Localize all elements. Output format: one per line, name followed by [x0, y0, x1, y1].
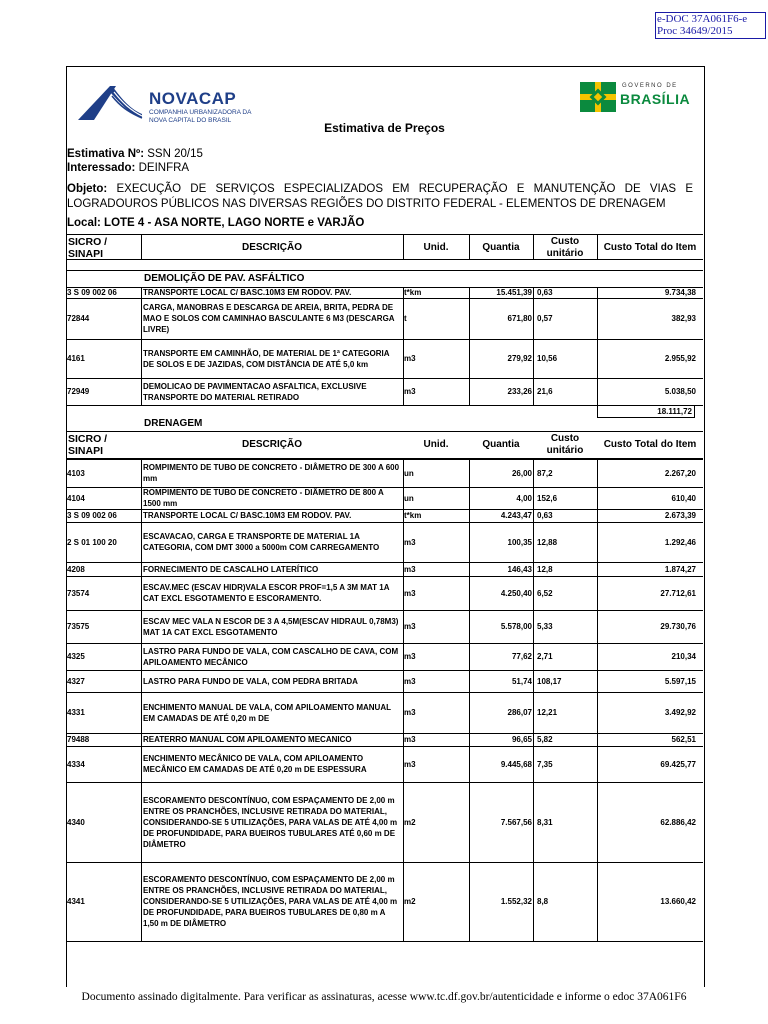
row-rule: [66, 287, 703, 288]
row-rule: [66, 782, 703, 783]
column-rule: [141, 298, 142, 339]
cell-desc: ROMPIMENTO DE TUBO DE CONCRETO - DIÂMETRO DE 300 A 600 mm: [143, 463, 400, 483]
local-line: Local: LOTE 4 - ASA NORTE, LAGO NORTE e VARJÃO: [67, 217, 365, 229]
cell-total: 27.712,61: [660, 588, 696, 598]
column-rule: [597, 459, 598, 487]
column-rule: [533, 692, 534, 733]
objeto-paragraph: [67, 182, 693, 212]
table-row: [66, 733, 703, 746]
column-rule: [597, 746, 598, 782]
column-rule: [597, 862, 598, 941]
column-rule: [469, 562, 470, 576]
column-rule: [469, 643, 470, 670]
cell-desc: ROMPIMENTO DE TUBO DE CONCRETO - DIÂMETRO DE 800 A 1500 mm: [143, 488, 384, 508]
cell-desc: TRANSPORTE LOCAL C/ BASC.10M3 EM RODOV. PAV.: [143, 288, 352, 297]
table-row: [66, 287, 703, 298]
header-total: Custo Total do Item: [603, 439, 697, 450]
column-rule: [403, 670, 404, 692]
column-rule: [533, 862, 534, 941]
column-rule: [403, 339, 404, 378]
column-rule: [469, 692, 470, 733]
column-rule: [597, 287, 598, 298]
column-rule: [533, 562, 534, 576]
column-rule: [141, 643, 142, 670]
cell-qty: 671,80: [507, 314, 532, 323]
column-rule: [141, 459, 142, 487]
interessado-label: Interessado:: [67, 162, 136, 174]
cell-cost: 2,71: [537, 652, 553, 661]
cell-total: 62.886,42: [660, 817, 696, 827]
cell-total: 1.292,46: [664, 537, 696, 547]
row-rule: [66, 941, 703, 942]
cell-desc: FORNECIMENTO DE CASCALHO LATERÍTICO: [143, 564, 319, 574]
row-rule: [66, 746, 703, 747]
cell-unit: t*km: [404, 511, 422, 520]
page-title: Estimativa de Preços: [324, 121, 445, 135]
column-rule: [403, 733, 404, 746]
cell-code: 4334: [67, 759, 85, 769]
row-rule: [66, 562, 703, 563]
column-rule: [533, 522, 534, 562]
cell-desc: DEMOLICAO DE PAVIMENTACAO ASFALTICA, EXCLUSIVE TRANSPORTE DO MATERIAL RETIRADO: [143, 381, 367, 402]
column-rule: [597, 562, 598, 576]
vrule-h1-c: [469, 234, 470, 259]
cell-cost: 10,56: [537, 354, 558, 363]
column-rule: [597, 522, 598, 562]
column-rule: [469, 733, 470, 746]
cell-desc: ESCAVACAO, CARGA E TRANSPORTE DE MATERIAL 1A CATEGORIA, COM DMT 3000 a 5000m COM CARREGAMENTO: [143, 532, 380, 552]
column-rule: [403, 378, 404, 405]
column-rule: [141, 733, 142, 746]
cell-code: 72844: [67, 314, 90, 323]
table-row: [66, 670, 703, 692]
cell-total: 2.673,39: [664, 511, 696, 520]
cell-unit: m3: [404, 735, 416, 744]
cell-qty: 96,65: [511, 735, 532, 744]
column-rule: [597, 692, 598, 733]
table-row: [66, 298, 703, 339]
cell-cost: 6,52: [537, 588, 553, 598]
cell-total: 562,51: [671, 735, 696, 744]
column-rule: [403, 562, 404, 576]
cell-code: 73574: [67, 588, 90, 598]
header-qty: Quantia: [482, 439, 520, 450]
cell-cost: 87,2: [537, 468, 553, 478]
cell-code: 4103: [67, 468, 85, 478]
column-rule: [533, 576, 534, 610]
cell-total: 382,93: [671, 314, 696, 323]
row-rule: [66, 509, 703, 510]
column-rule: [469, 522, 470, 562]
column-rule: [141, 576, 142, 610]
row-rule: [66, 610, 703, 611]
column-rule: [533, 782, 534, 862]
cell-total: 5.038,50: [664, 387, 696, 396]
cell-total: 3.492,92: [664, 708, 696, 717]
column-rule: [597, 670, 598, 692]
cell-total: 5.597,15: [664, 676, 696, 686]
cell-qty: 100,35: [507, 537, 532, 547]
cell-qty: 4.250,40: [500, 588, 532, 598]
column-rule: [533, 378, 534, 405]
cell-total: 9.734,38: [664, 288, 696, 297]
column-rule: [141, 522, 142, 562]
header-code: SICRO / SINAPI: [68, 432, 108, 457]
column-rule: [141, 782, 142, 862]
brand-subtitle: COMPANHIA URBANIZADORA DA NOVA CAPITAL DO BRASIL: [149, 109, 252, 124]
cell-desc: CARGA, MANOBRAS E DESCARGA DE AREIA, BRITA, PEDRA DE MAO E SOLOS COM CAMINHAO BASCULANTE 6 M3 (DESCARGA LIVRE): [143, 303, 395, 334]
cell-total: 1.874,27: [664, 564, 696, 574]
column-rule: [141, 862, 142, 941]
cell-desc: TRANSPORTE LOCAL C/ BASC.10M3 EM RODOV. PAV.: [143, 511, 352, 520]
column-rule: [403, 576, 404, 610]
column-rule: [141, 692, 142, 733]
vrule-h1-d: [533, 234, 534, 259]
cell-cost: 0,57: [537, 314, 553, 323]
cell-qty: 4,00: [516, 493, 532, 503]
row-rule: [66, 298, 703, 299]
estimativa-line: [67, 148, 203, 160]
column-rule: [597, 733, 598, 746]
estimativa-value: SSN 20/15: [147, 148, 203, 160]
column-rule: [469, 746, 470, 782]
table-row: [66, 339, 703, 378]
column-rule: [141, 562, 142, 576]
cell-unit: m2: [404, 817, 416, 827]
cell-qty: 77,62: [511, 652, 532, 661]
cell-qty: 7.567,56: [500, 817, 532, 827]
column-rule: [597, 576, 598, 610]
cell-unit: m3: [404, 354, 416, 363]
cell-cost: 5,82: [537, 735, 553, 744]
row-rule: [66, 733, 703, 734]
cell-qty: 4.243,47: [500, 511, 532, 520]
cell-cost: 0,63: [537, 511, 553, 520]
column-rule: [533, 509, 534, 522]
cell-desc: ESCAV MEC VALA N ESCOR DE 3 A 4,5M(ESCAV HIDRAUL 0,78M3) MAT 1A CAT EXCL ESGOTAMENTO: [143, 616, 399, 637]
cell-code: 79488: [67, 735, 90, 744]
cell-code: 4331: [67, 708, 85, 717]
cell-desc: ESCAV.MEC (ESCAV HIDR)VALA ESCOR PROF=1,5 A 3M MAT 1A CAT EXCL ESGOTAMENTO E ESCORAMENTO.: [143, 583, 390, 603]
column-rule: [597, 298, 598, 339]
cell-qty: 1.552,32: [500, 897, 532, 906]
column-rule: [533, 459, 534, 487]
column-rule: [597, 509, 598, 522]
column-rule: [533, 287, 534, 298]
cell-unit: un: [404, 493, 414, 503]
column-rule: [469, 487, 470, 509]
row-rule: [66, 643, 703, 644]
cell-qty: 279,92: [507, 354, 532, 363]
row-rule: [66, 339, 703, 340]
column-rule: [141, 670, 142, 692]
header-cost: Custo unitário: [546, 432, 584, 456]
cell-code: 2 S 01 100 20: [67, 537, 117, 547]
column-rule: [533, 670, 534, 692]
gov-label: GOVERNO DE: [622, 83, 678, 89]
column-rule: [403, 692, 404, 733]
brand-name: NOVACAP: [149, 89, 237, 108]
table-row: [66, 487, 703, 509]
column-rule: [469, 459, 470, 487]
table-row: [66, 509, 703, 522]
vrule-h1-e: [597, 234, 598, 259]
column-rule: [403, 643, 404, 670]
vrule-h1-b: [403, 234, 404, 259]
column-rule: [141, 339, 142, 378]
cell-unit: m3: [404, 588, 416, 598]
header-unit: Unid.: [423, 242, 449, 253]
cell-unit: m3: [404, 708, 416, 717]
column-rule: [403, 487, 404, 509]
table-row: [66, 522, 703, 562]
section1-subtotal: 18.111,72: [597, 405, 695, 418]
cell-total: 13.660,42: [660, 897, 696, 906]
header-qty: Quantia: [482, 242, 520, 253]
table-row: [66, 378, 703, 405]
cell-unit: m3: [404, 759, 416, 769]
table-row: [66, 692, 703, 733]
cell-unit: m3: [404, 564, 416, 574]
cell-cost: 21,6: [537, 387, 553, 396]
cell-unit: m3: [404, 537, 416, 547]
column-rule: [597, 378, 598, 405]
cell-total: 610,40: [671, 493, 696, 503]
novacap-logo-icon: [76, 82, 144, 122]
header-desc: DESCRIÇÃO: [241, 439, 302, 450]
table-row: [66, 562, 703, 576]
cell-code: 4208: [67, 564, 85, 574]
cell-cost: 12,21: [537, 708, 558, 717]
column-rule: [403, 610, 404, 643]
cell-cost: 108,17: [537, 676, 562, 686]
header-cost: Custo unitário: [546, 235, 584, 259]
column-rule: [403, 522, 404, 562]
cell-cost: 152,6: [537, 493, 558, 503]
column-rule: [141, 487, 142, 509]
column-rule: [141, 610, 142, 643]
cell-desc: LASTRO PARA FUNDO DE VALA, COM CASCALHO DE CAVA, COM APILOAMENTO MECÂNICO: [143, 646, 399, 667]
cell-qty: 9.445,68: [500, 759, 532, 769]
column-rule: [533, 298, 534, 339]
cell-cost: 8,31: [537, 817, 553, 827]
column-rule: [403, 862, 404, 941]
header-unit: Unid.: [423, 439, 449, 450]
column-rule: [597, 339, 598, 378]
column-rule: [597, 487, 598, 509]
cell-total: 69.425,77: [660, 759, 696, 769]
column-rule: [403, 298, 404, 339]
cell-unit: m2: [404, 897, 416, 906]
cell-code: 72949: [67, 387, 90, 396]
row-rule: [66, 459, 703, 460]
column-rule: [469, 610, 470, 643]
cell-code: 4340: [67, 817, 85, 827]
cell-code: 4325: [67, 652, 85, 661]
column-rule: [141, 746, 142, 782]
cell-code: 4341: [67, 897, 85, 906]
column-rule: [469, 862, 470, 941]
rule-section1-top: [66, 270, 703, 271]
column-rule: [533, 746, 534, 782]
row-rule: [66, 692, 703, 693]
column-rule: [403, 459, 404, 487]
vrule-h1-a: [141, 234, 142, 259]
cell-desc: ESCORAMENTO DESCONTÍNUO, COM ESPAÇAMENTO DE 2,00 m ENTRE OS PRANCHÕES, INCLUSIVE RETIRADA DO MATERIAL, CONSIDERANDO-SE 5 UTILIZAÇÕES, PARA VALAS DE ATÉ 4,00 m DE PROFUNDIDADE, PARA BUEIROS TUBULARES DE 0,80 m A 1,50 m DE DIÂMETRO: [143, 875, 398, 928]
edoc-stamp: [655, 12, 766, 39]
column-rule: [469, 339, 470, 378]
cell-code: 4327: [67, 676, 85, 686]
column-rule: [141, 287, 142, 298]
table-header-2: [66, 432, 703, 457]
column-rule: [403, 509, 404, 522]
row-rule: [66, 487, 703, 488]
column-rule: [403, 746, 404, 782]
cell-cost: 7,35: [537, 759, 553, 769]
cell-unit: t: [404, 314, 407, 323]
column-rule: [533, 487, 534, 509]
footer-signature-note: Documento assinado digitalmente. Para verificar as assinaturas, acesse www.tc.df.gov.br/autenticidade e informe o edoc 37A061F6: [81, 991, 687, 1003]
cell-desc: ENCHIMENTO MECÂNICO DE VALA, COM APILOAMENTO MECÂNICO EM CAMADAS DE ATÉ 0,20 m DE ESPESSURA: [143, 754, 367, 774]
cell-desc: ESCORAMENTO DESCONTÍNUO, COM ESPAÇAMENTO DE 2,00 m ENTRE OS PRANCHÕES, INCLUSIVE RETIRADA DO MATERIAL, CONSIDERANDO-SE 5 UTILIZAÇÕES, PARA VALAS DE ATÉ 4,00 m DE PROFUNDIDADE, PARA BUEIROS TUBULARES ATÉ 0,60 m DE DIÂMETRO: [143, 795, 398, 849]
objeto-text: EXECUÇÃO DE SERVIÇOS ESPECIALIZADOS EM RECUPERAÇÃO E MANUTENÇÃO DE VIAS E LOGRADOUROS PÚBLICOS NAS DIVERSAS REGIÕES DO DISTRITO FEDERAL - ELEMENTOS DE DRENAGEM: [67, 183, 693, 210]
column-rule: [469, 378, 470, 405]
header-total: Custo Total do Item: [603, 242, 697, 253]
table-row: [66, 862, 703, 941]
cell-qty: 146,43: [507, 564, 532, 574]
cell-qty: 286,07: [507, 708, 532, 717]
cell-desc: LASTRO PARA FUNDO DE VALA, COM PEDRA BRITADA: [143, 676, 358, 686]
cell-cost: 12,88: [537, 537, 558, 547]
cell-code: 3 S 09 002 06: [67, 511, 117, 520]
header-code: SICRO / SINAPI: [68, 235, 108, 260]
edoc-id: e-DOC 37A061F6-e: [657, 13, 748, 25]
column-rule: [533, 643, 534, 670]
column-rule: [469, 509, 470, 522]
cell-qty: 26,00: [511, 468, 532, 478]
table-row: [66, 643, 703, 670]
header-desc: DESCRIÇÃO: [241, 242, 302, 253]
cell-code: 73575: [67, 622, 90, 631]
cell-unit: t*km: [404, 288, 422, 297]
column-rule: [469, 782, 470, 862]
cell-total: 2.267,20: [664, 468, 696, 478]
column-rule: [533, 610, 534, 643]
cell-desc: REATERRO MANUAL COM APILOAMENTO MECANICO: [143, 735, 352, 744]
row-rule: [66, 378, 703, 379]
cell-cost: 12,8: [537, 564, 553, 574]
cell-qty: 233,26: [507, 387, 532, 396]
column-rule: [469, 287, 470, 298]
column-rule: [141, 378, 142, 405]
table-row: [66, 782, 703, 862]
row-rule: [66, 576, 703, 577]
cell-unit: un: [404, 468, 414, 478]
row-rule: [66, 862, 703, 863]
cell-unit: m3: [404, 387, 416, 396]
cell-cost: 0,63: [537, 288, 553, 297]
cell-unit: m3: [404, 652, 416, 661]
column-rule: [597, 643, 598, 670]
cell-cost: 5,33: [537, 622, 553, 631]
cell-desc: ENCHIMENTO MANUAL DE VALA, COM APILOAMENTO MANUAL EM CAMADAS DE ATÉ 0,20 m DE: [143, 702, 391, 723]
cell-unit: m3: [404, 622, 416, 631]
cell-cost: 8,8: [537, 897, 549, 906]
cell-total: 210,34: [671, 652, 696, 661]
column-rule: [141, 509, 142, 522]
column-rule: [533, 733, 534, 746]
column-rule: [403, 782, 404, 862]
cell-desc: TRANSPORTE EM CAMINHÃO, DE MATERIAL DE 1ª CATEGORIA DE SOLOS E DE JAZIDAS, COM DISTÂNCIA DE ATÉ 5,0 km: [143, 348, 390, 369]
column-rule: [469, 298, 470, 339]
row-rule: [66, 670, 703, 671]
column-rule: [597, 610, 598, 643]
column-rule: [597, 782, 598, 862]
cell-qty: 51,74: [511, 676, 532, 686]
cell-code: 4161: [67, 354, 85, 363]
cell-code: 4104: [67, 493, 85, 503]
cell-qty: 5.578,00: [500, 622, 532, 631]
row-rule: [66, 522, 703, 523]
cell-code: 3 S 09 002 06: [67, 288, 117, 297]
section-title-demolicao: DEMOLIÇÃO DE PAV. ASFÁLTICO: [144, 273, 305, 284]
column-rule: [469, 670, 470, 692]
gov-name: BRASÍLIA: [620, 91, 691, 107]
estimativa-label: Estimativa Nº:: [67, 148, 145, 160]
interessado-value: DEINFRA: [138, 162, 190, 174]
cell-total: 2.955,92: [664, 354, 696, 363]
table-row: [66, 610, 703, 643]
column-rule: [469, 576, 470, 610]
table-header-1: [66, 235, 703, 260]
brasilia-flag-icon: [580, 82, 616, 112]
cell-qty: 15.451,39: [496, 288, 532, 297]
section-title-drenagem: DRENAGEM: [144, 418, 203, 429]
cell-total: 29.730,76: [660, 622, 696, 631]
table-row: [66, 746, 703, 782]
interessado-line: [67, 162, 189, 174]
table-row: [66, 576, 703, 610]
cell-unit: m3: [404, 676, 416, 686]
table-row: [66, 459, 703, 487]
objeto-label: Objeto:: [67, 183, 108, 195]
column-rule: [533, 339, 534, 378]
column-rule: [403, 287, 404, 298]
edoc-process: Proc 34649/2015: [657, 25, 733, 37]
